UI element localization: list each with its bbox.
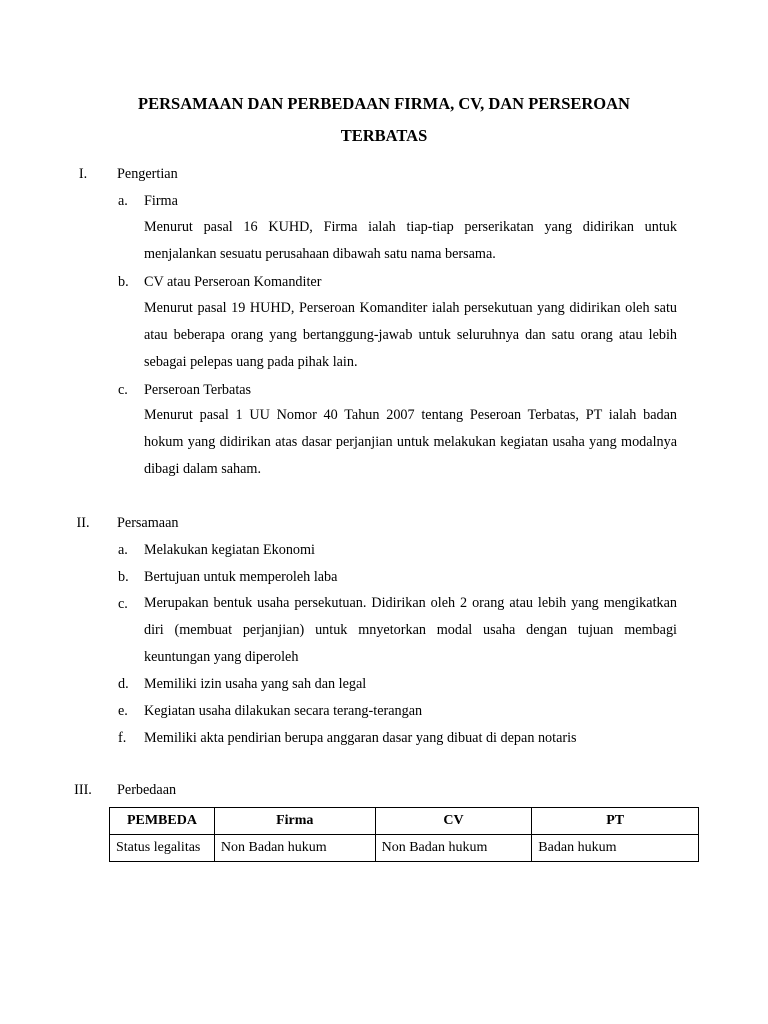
table-header-row <box>110 808 699 835</box>
item-1a-letter: a. <box>118 193 128 209</box>
item-2f-letter: f. <box>118 730 127 746</box>
item-1c-heading: Perseroan Terbatas <box>144 382 252 398</box>
item-2e-letter: e. <box>118 703 128 719</box>
item-2c-letter: c. <box>118 596 128 612</box>
table-row <box>110 835 699 862</box>
table-header-cell: Firma <box>214 808 375 835</box>
comparison-table <box>109 807 699 862</box>
item-2a-text: Melakukan kegiatan Ekonomi <box>144 542 315 558</box>
table-header-cell: CV <box>375 808 532 835</box>
table-cell: Non Badan hukum <box>375 835 532 862</box>
document-title <box>100 88 668 152</box>
item-2a-letter: a. <box>118 542 128 558</box>
item-2b-text: Bertujuan untuk memperoleh laba <box>144 569 338 585</box>
item-1a-text: Menurut pasal 16 KUHD, Firma ialah tiap-tiap perserikatan yang didirikan untuk menjalankan sesuatu perusahaan dibawah satu nama bersama. <box>144 219 677 262</box>
section-3-title: Perbedaan <box>117 782 177 798</box>
item-1b-text: Menurut pasal 19 HUHD, Perseroan Komanditer ialah persekutuan yang didirikan oleh satu atau beberapa orang yang bertanggung-jawab untuk seluruhnya dan satu orang atau lebih sebagai pelepas uang pada pihak lain. <box>144 300 677 370</box>
item-2b-letter: b. <box>118 569 129 585</box>
section-2-title: Persamaan <box>117 515 179 531</box>
section-1-title: Pengertian <box>117 166 178 182</box>
item-1b-heading: CV atau Perseroan Komanditer <box>144 274 322 290</box>
item-2c-text: Merupakan bentuk usaha persekutuan. Didirikan oleh 2 orang atau lebih yang mengikatkan diri (membuat perjanjian) untuk mnyetorkan modal usaha dengan tujuan membagi keuntungan yang diperoleh <box>144 595 677 665</box>
title-line-2: TERBATAS <box>340 126 428 145</box>
table-cell: Badan hukum <box>532 835 699 862</box>
section-2-number: II. <box>76 515 90 531</box>
item-1c-text: Menurut pasal 1 UU Nomor 40 Tahun 2007 tentang Peseroan Terbatas, PT ialah badan hokum yang didirikan atas dasar perjanjian untuk melakukan kegiatan usaha yang modalnya dibagi dalam saham. <box>144 407 677 477</box>
table-header-cell: PEMBEDA <box>110 808 215 835</box>
item-1c-letter: c. <box>118 382 128 398</box>
table-cell: Status legalitas <box>110 835 215 862</box>
item-2d-letter: d. <box>118 676 129 692</box>
table-cell: Non Badan hukum <box>214 835 375 862</box>
table-header-cell: PT <box>532 808 699 835</box>
item-1b-letter: b. <box>118 274 129 290</box>
item-2f-text: Memiliki akta pendirian berupa anggaran dasar yang dibuat di depan notaris <box>144 730 577 746</box>
item-2e-text: Kegiatan usaha dilakukan secara terang-terangan <box>144 703 423 719</box>
item-2d-text: Memiliki izin usaha yang sah dan legal <box>144 676 367 692</box>
title-line-1: PERSAMAAN DAN PERBEDAAN FIRMA, CV, DAN PERSEROAN <box>138 94 630 113</box>
section-1-number: I. <box>78 166 88 182</box>
section-3-number: III. <box>74 782 92 798</box>
item-1a-heading: Firma <box>144 193 178 209</box>
